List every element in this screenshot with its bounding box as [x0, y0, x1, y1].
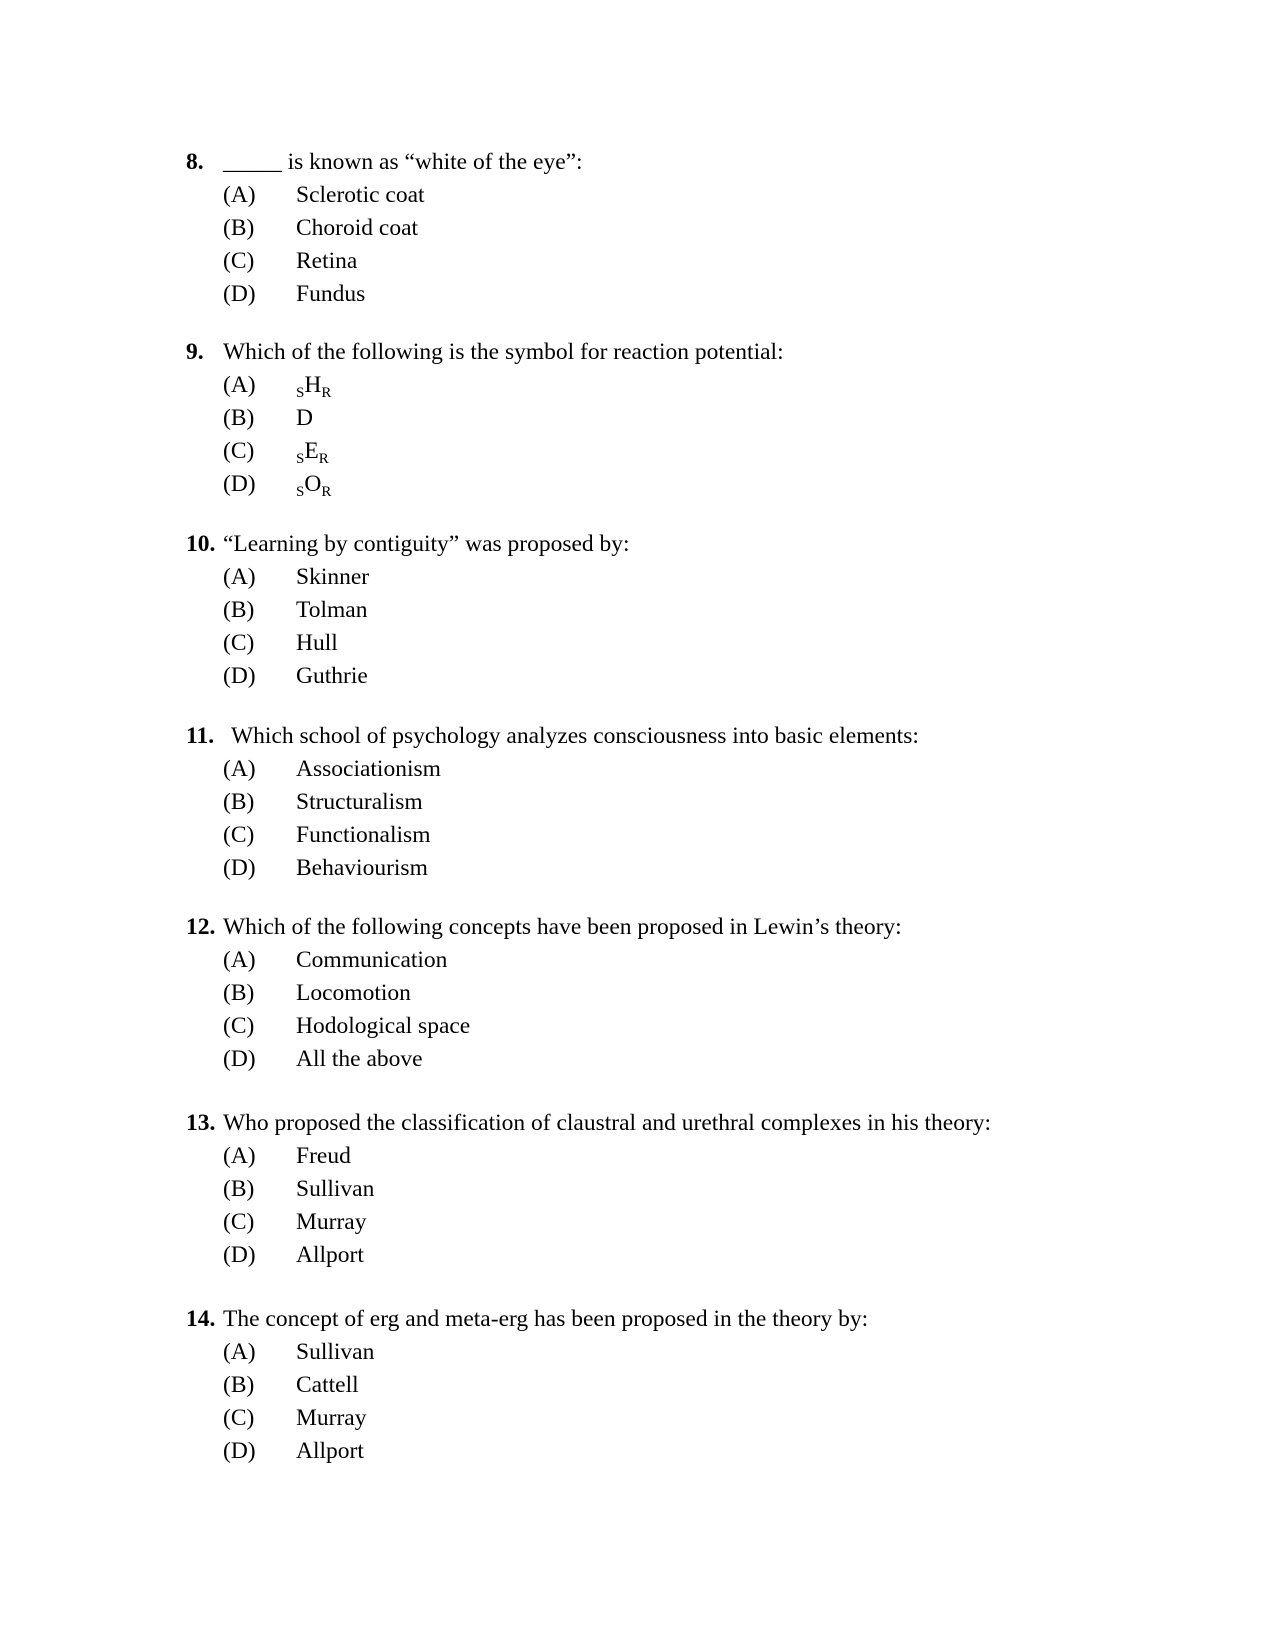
question-stem	[186, 1303, 1246, 1336]
option-letter: (C)	[223, 822, 255, 848]
option-text: Murray	[296, 1209, 367, 1235]
question-number: 10.	[186, 531, 216, 557]
option-text: Murray	[296, 1405, 367, 1431]
option-text: Retina	[296, 248, 358, 274]
option-text: Sullivan	[296, 1176, 375, 1202]
option-letter: (D)	[223, 855, 256, 881]
option-letter: (C)	[223, 248, 255, 274]
option-letter: (A)	[223, 756, 256, 782]
option-b	[186, 594, 1246, 627]
option-d	[186, 852, 1246, 885]
option-text: Guthrie	[296, 663, 368, 689]
question-text: _____ is known as “white of the eye”:	[223, 149, 583, 175]
option-text: Functionalism	[296, 822, 431, 848]
option-letter: (B)	[223, 1176, 255, 1202]
question-text: Which of the following concepts have been proposed in Lewin’s theory:	[223, 914, 902, 940]
option-text: Sullivan	[296, 1339, 375, 1365]
option-letter: (B)	[223, 789, 255, 815]
question-14	[186, 1303, 1246, 1468]
option-d	[186, 468, 1246, 501]
option-a	[186, 753, 1246, 786]
option-c	[186, 1010, 1246, 1043]
option-c	[186, 1206, 1246, 1239]
option-c	[186, 245, 1246, 278]
question-9	[186, 336, 1246, 501]
question-text: Which school of psychology analyzes consciousness into basic elements:	[231, 723, 919, 749]
symbol-main: D	[296, 405, 313, 431]
option-d	[186, 278, 1246, 311]
option-a	[186, 944, 1246, 977]
option-text: Structuralism	[296, 789, 423, 815]
question-text: The concept of erg and meta-erg has been proposed in the theory by:	[223, 1306, 869, 1332]
option-letter: (D)	[223, 1242, 256, 1268]
option-letter: (B)	[223, 1372, 255, 1398]
symbol-main: E	[304, 438, 319, 464]
question-13	[186, 1107, 1246, 1272]
option-letter: (D)	[223, 1438, 256, 1464]
option-text: Locomotion	[296, 980, 411, 1006]
symbol-prefix: S	[296, 451, 305, 467]
option-symbol	[296, 369, 331, 405]
option-letter: (D)	[223, 281, 256, 307]
option-b	[186, 977, 1246, 1010]
option-letter: (A)	[223, 182, 256, 208]
option-c	[186, 435, 1246, 468]
option-b	[186, 402, 1246, 435]
option-text: Associationism	[296, 756, 441, 782]
option-b	[186, 1173, 1246, 1206]
question-number: 14.	[186, 1306, 216, 1332]
question-text: Which of the following is the symbol for reaction potential:	[223, 339, 784, 365]
option-text: Fundus	[296, 281, 366, 307]
option-a	[186, 561, 1246, 594]
option-letter: (C)	[223, 1405, 255, 1431]
option-letter: (C)	[223, 1209, 255, 1235]
option-text: Allport	[296, 1242, 364, 1268]
question-stem	[186, 146, 1246, 179]
question-number: 13.	[186, 1110, 216, 1136]
option-letter: (A)	[223, 372, 256, 398]
option-text: Tolman	[296, 597, 368, 623]
option-text: All the above	[296, 1046, 423, 1072]
option-text: Skinner	[296, 564, 370, 590]
option-symbol	[296, 402, 313, 438]
option-c	[186, 1402, 1246, 1435]
option-letter: (B)	[223, 215, 255, 241]
question-number: 11.	[186, 723, 215, 749]
option-letter: (B)	[223, 980, 255, 1006]
option-text: Communication	[296, 947, 448, 973]
symbol-main: O	[304, 471, 322, 497]
option-b	[186, 786, 1246, 819]
option-d	[186, 1435, 1246, 1468]
option-letter: (A)	[223, 1143, 256, 1169]
option-text: Choroid coat	[296, 215, 419, 241]
option-letter: (C)	[223, 630, 255, 656]
question-11	[186, 720, 1246, 885]
option-text: Allport	[296, 1438, 364, 1464]
option-letter: (C)	[223, 1013, 255, 1039]
option-d	[186, 1239, 1246, 1272]
question-stem	[186, 911, 1246, 944]
question-number: 12.	[186, 914, 216, 940]
question-stem	[186, 336, 1246, 369]
option-text: Freud	[296, 1143, 351, 1169]
question-stem	[186, 1107, 1246, 1140]
option-letter: (B)	[223, 405, 255, 431]
option-a	[186, 1336, 1246, 1369]
option-text: Hodological space	[296, 1013, 471, 1039]
question-text: Who proposed the classification of claustral and urethral complexes in his theory:	[223, 1110, 992, 1136]
option-symbol	[296, 468, 331, 504]
option-letter: (D)	[223, 663, 256, 689]
option-letter: (D)	[223, 471, 256, 497]
symbol-prefix: S	[296, 484, 305, 500]
option-a	[186, 179, 1246, 212]
question-text: “Learning by contiguity” was proposed by:	[223, 531, 630, 557]
symbol-main: H	[304, 372, 322, 398]
question-10	[186, 528, 1246, 693]
option-d	[186, 660, 1246, 693]
option-b	[186, 212, 1246, 245]
option-text: Cattell	[296, 1372, 359, 1398]
symbol-subscript: R	[321, 484, 332, 500]
option-letter: (A)	[223, 947, 256, 973]
option-letter: (D)	[223, 1046, 256, 1072]
option-letter: (A)	[223, 1339, 256, 1365]
symbol-subscript: R	[318, 451, 329, 467]
question-stem	[186, 528, 1246, 561]
option-d	[186, 1043, 1246, 1076]
option-c	[186, 627, 1246, 660]
question-12	[186, 911, 1246, 1076]
option-a	[186, 369, 1246, 402]
question-number: 9.	[186, 339, 204, 365]
option-text: Sclerotic coat	[296, 182, 425, 208]
option-letter: (B)	[223, 597, 255, 623]
option-a	[186, 1140, 1246, 1173]
question-number: 8.	[186, 149, 204, 175]
question-stem	[186, 720, 1246, 753]
option-text: Behaviourism	[296, 855, 428, 881]
option-letter: (C)	[223, 438, 255, 464]
symbol-prefix: S	[296, 385, 305, 401]
option-symbol	[296, 435, 329, 471]
option-b	[186, 1369, 1246, 1402]
question-8	[186, 146, 1246, 311]
symbol-subscript: R	[321, 385, 332, 401]
option-c	[186, 819, 1246, 852]
option-text: Hull	[296, 630, 338, 656]
option-letter: (A)	[223, 564, 256, 590]
